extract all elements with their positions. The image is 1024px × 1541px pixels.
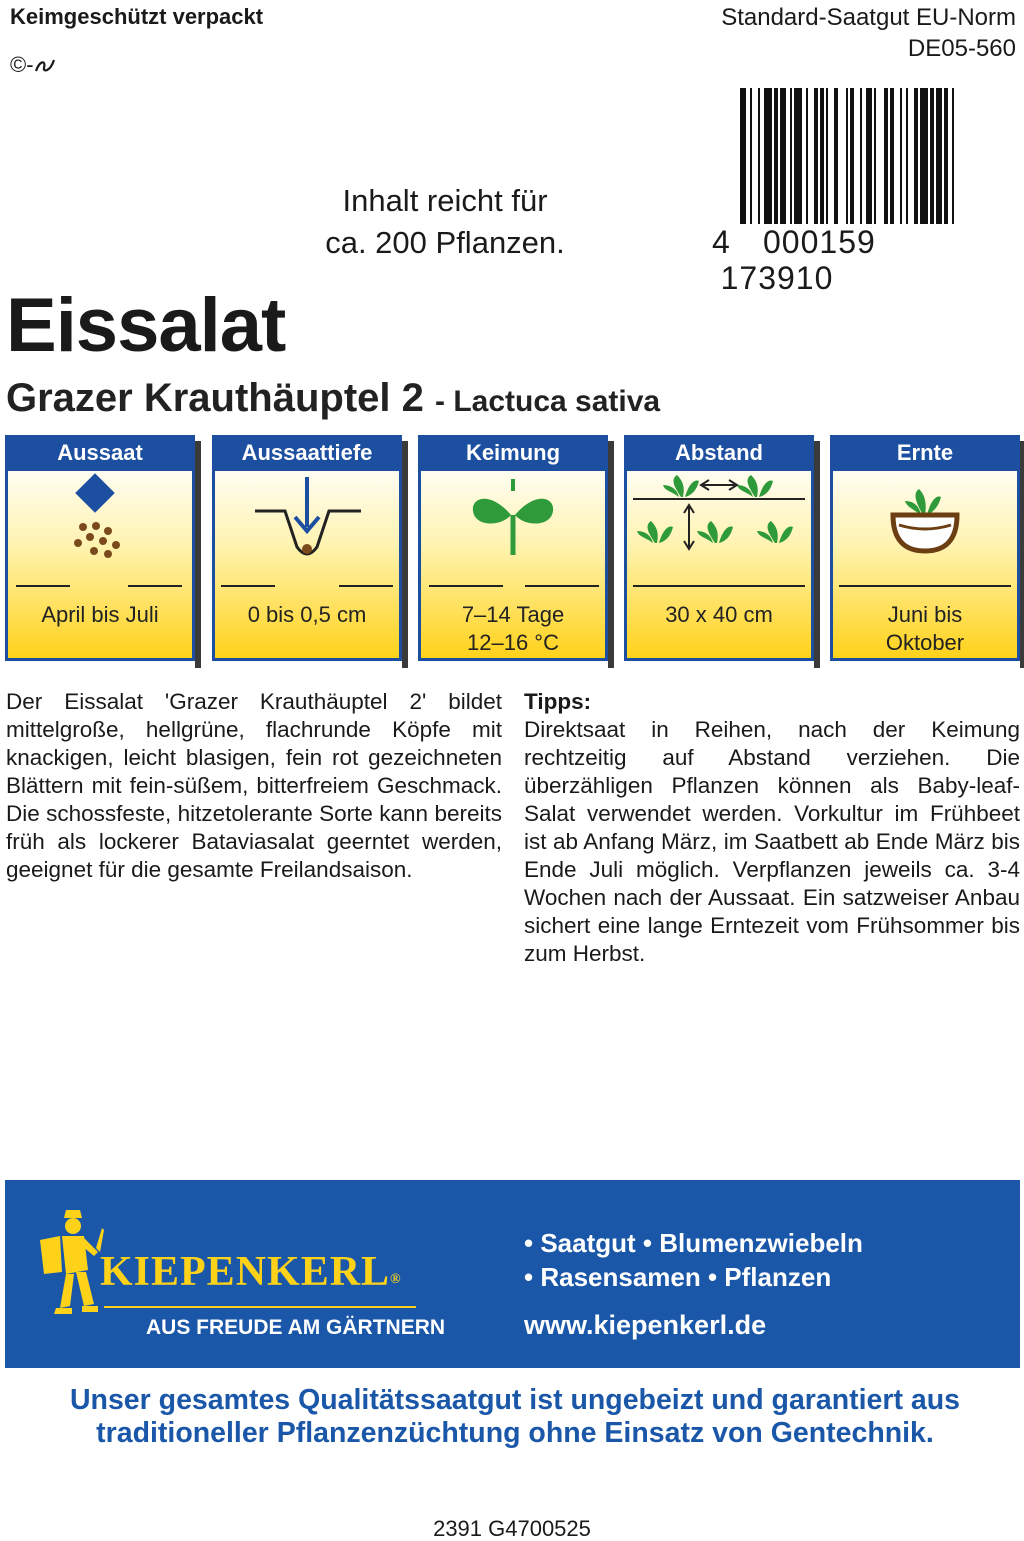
info-column-label: Aussaat [5, 435, 195, 471]
info-column-label: Keimung [418, 435, 608, 471]
registered-mark: ® [390, 1272, 402, 1287]
barcode-bar [846, 88, 848, 224]
tips-text: Direktsaat in Reihen, nach der Keimung rechtzeitig auf Abstand verziehen. Die überzähligen Pflanzen können als Baby-leaf-Salat verwendet werden. Vorkultur im Frühbeet ist ab Anfang März, im Saatbett ab Ende März bis Ende Juli möglich. Verpflanzen jeweils ca. 3-4 Wochen nach der Aussaat. Ein satzweiser Anbau sichert eine lange Erntezeit vom Frühsommer bis zum Herbst. [524, 717, 1020, 966]
barcode-bar [780, 88, 786, 224]
guarantee-line2: traditioneller Pflanzenzüchtung ohne Einsatz von Gentechnik. [96, 1417, 934, 1449]
info-column-value: April bis Juli [41, 602, 159, 627]
brand-products-line1: • Saatgut • Blumenzwiebeln [524, 1228, 863, 1258]
growing-tips [524, 688, 1020, 968]
brand-divider [104, 1306, 416, 1308]
barcode-bar [790, 88, 792, 224]
barcode-bar [944, 88, 948, 224]
guarantee-line1: Unser gesamtes Qualitätssaatgut ist ungebeizt und garantiert aus [69, 1384, 961, 1416]
barcode-bar [820, 88, 824, 224]
seed-norm-line1: Standard-Saatgut EU-Norm [721, 4, 1016, 31]
barcode-bar [900, 88, 902, 224]
barcode-bar [884, 88, 888, 224]
barcode-bar [890, 88, 894, 224]
brand-name: KIEPENKERL [100, 1249, 391, 1295]
barcode-bar [834, 88, 838, 224]
info-column-label: Ernte [830, 435, 1020, 471]
barcode-bar [860, 88, 862, 224]
barcode-digit-lead: 4 [712, 224, 731, 260]
seed-packet-icon [8, 471, 192, 563]
info-column-aussaat [5, 435, 195, 668]
barcode-bar [826, 88, 828, 224]
barcode-number [712, 224, 1012, 296]
barcode-digit-right: 173910 [720, 260, 834, 296]
info-column-abstand [624, 435, 814, 668]
tips-heading: Tipps: [524, 689, 592, 714]
article-code: 2391 G4700525 [433, 1516, 591, 1541]
info-column-value: 0 bis 0,5 cm [247, 602, 367, 627]
quality-guarantee [20, 1384, 1010, 1450]
barcode-bar [774, 88, 778, 224]
contents-note [300, 180, 590, 264]
barcode-bar [906, 88, 908, 224]
info-column-aussaattiefe [212, 435, 402, 668]
contents-line1: Inhalt reicht für [342, 183, 548, 218]
packaging-note: Keimgeschützt verpackt [10, 4, 264, 29]
info-column-label: Abstand [624, 435, 814, 471]
barcode-bar [814, 88, 818, 224]
barcode-bar [794, 88, 802, 224]
brand-product-list [524, 1226, 863, 1294]
sowing-depth-icon [215, 471, 399, 563]
barcode-bar [936, 88, 942, 224]
seedling-icon [421, 471, 605, 563]
product-description: Der Eissalat 'Grazer Krauthäuptel 2' bildet mittelgroße, hellgrüne, flachrunde Köpfe mit knackigen, leicht blasigen, fein rot gezeichneten Blättern mit fein-süßem, bitterfreiem Geschmack. Die schossfeste, hitzetolerante Sorte kann bereits früh als lockerer Bataviasalat geerntet werden, geeignet für die gesamte Freilandsaison. [6, 689, 502, 882]
plant-spacing-icon [627, 471, 811, 563]
brand-products-line2: • Rasensamen • Pflanzen [524, 1262, 832, 1292]
product-subtitle [6, 376, 660, 421]
contents-line2: ca. 200 Pflanzen. [325, 225, 565, 260]
info-column-keimung [418, 435, 608, 668]
info-column-value: 7–14 Tage [461, 602, 565, 627]
info-column-value-2: Oktober [885, 630, 965, 655]
barcode-bar [930, 88, 934, 224]
product-title: Eissalat [6, 283, 286, 368]
barcode-bar [764, 88, 772, 224]
variety-name: Grazer Krauthäuptel 2 [6, 376, 424, 420]
barcode-bar [758, 88, 760, 224]
barcode-bar [866, 88, 872, 224]
signature-mark-icon [34, 58, 56, 74]
barcode-bar [806, 88, 808, 224]
copyright-mark: ©- [10, 52, 56, 78]
brand-website-link[interactable]: www.kiepenkerl.de [524, 1310, 767, 1340]
seed-norm [596, 2, 1016, 64]
info-column-label: Aussaattiefe [212, 435, 402, 471]
barcode-digit-left: 000159 [763, 224, 876, 260]
info-column-value: Juni bis [887, 602, 963, 627]
barcode-bar [920, 88, 928, 224]
barcode-bar [874, 88, 876, 224]
seed-norm-line2: DE05-560 [907, 35, 1016, 62]
brand-logo [100, 1248, 402, 1296]
harvest-bowl-icon [833, 471, 1017, 563]
info-column-value: 30 x 40 cm [665, 602, 773, 627]
brand-claim: AUS FREUDE AM GÄRTNERN [146, 1316, 446, 1339]
info-column-ernte [830, 435, 1020, 668]
info-column-value-2: 12–16 °C [467, 630, 559, 655]
latin-name: - Lactuca sativa [435, 385, 661, 418]
kiepenkerl-figure-icon [36, 1208, 106, 1318]
barcode-bar [914, 88, 918, 224]
